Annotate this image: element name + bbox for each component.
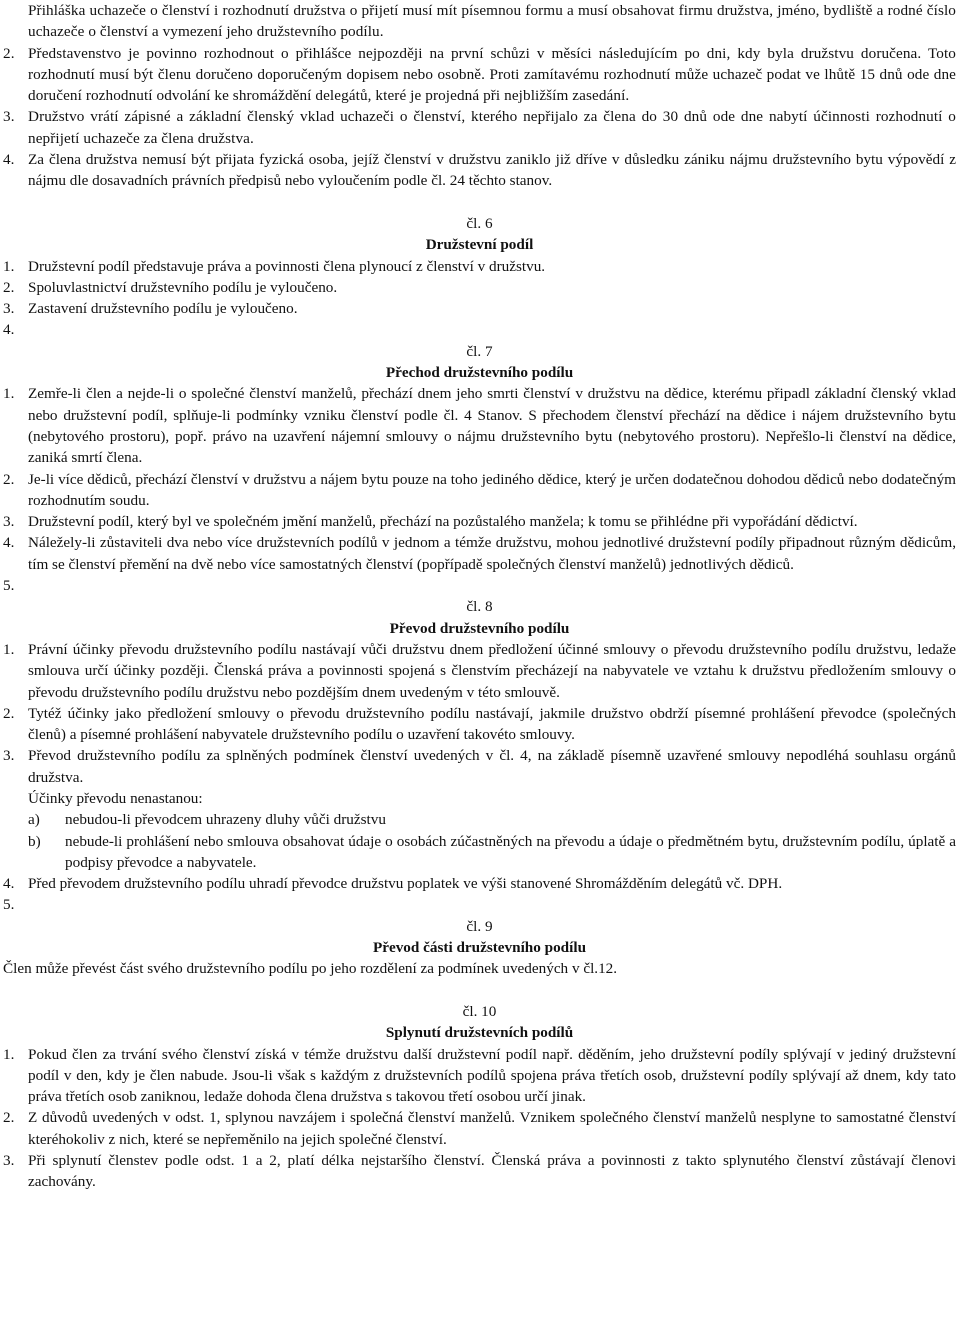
sub-list-item: [3, 831, 956, 874]
article-number: čl. 8: [466, 598, 493, 616]
list-item: [3, 575, 956, 596]
list-item: [3, 1044, 956, 1108]
item-number: 3.: [3, 513, 15, 531]
list-item: [3, 106, 956, 149]
item-text: Právní účinky převodu družstevního podílu nastávají vůči družstvu dnem předložení účinné smlouvy o převodu družstevního podílu družstvu, ledaže smlouva určí účinky později. Členská práva a povinnosti spojená s členstvím přecházejí na nabyvatele ve vztahu k družstvu předložením smlouvy o převodu družstevního podílu družstvu nebo pozdějším dnem uvedeným v této smlouvě.: [28, 640, 956, 701]
item-text: Náležely-li zůstaviteli dva nebo více družstevních podílů v jednom a témže družstvu, mohou jednotlivé družstevní podíly připadnout různým dědicům, tím se členství přemění na dvě nebo více samostatných členství (popřípadě společných členství manželů) jednotlivých dědiců.: [28, 534, 956, 573]
article-title: Splynutí družstevních podílů: [385, 1024, 574, 1042]
item-text: Zastavení družstevního podílu je vyloučeno.: [28, 300, 298, 318]
item-number: 5.: [3, 896, 15, 914]
item-number: 4.: [3, 534, 15, 552]
item-letter: a): [28, 811, 40, 829]
item-text: Z důvodů uvedených v odst. 1, splynou navzájem i společná členství manželů. Vznikem společného členství manželů nesplyne to samostatné členství kteréhokoliv z nich, které se nepřeměnilo na jejich společné členství.: [28, 1109, 956, 1148]
list-item: [3, 511, 956, 532]
list-item: [3, 1150, 956, 1193]
item-text: Při splynutí členstev podle odst. 1 a 2, platí délka nejstaršího členství. Členská práva a povinnosti z takto splynutého členství zůstávají členovi zachovány.: [28, 1152, 956, 1191]
item-number: 4.: [3, 321, 15, 339]
article-number: čl. 6: [466, 214, 493, 232]
item-text: Převod družstevního podílu za splněných podmínek členství uvedených v čl. 4, na základě písemně uzavřené smlouvy nepodléhá souhlasu orgánů družstva.: [28, 747, 956, 786]
article-number: čl. 7: [466, 342, 493, 360]
list-item: [3, 469, 956, 512]
item-text: nebude-li prohlášení nebo smlouva obsahovat údaje o osobách zúčastněných na převodu a údaje o předmětném bytu, družstevním podílu, úplatě a podpisy převodce a nabyvatele.: [65, 832, 956, 871]
effects-intro: Účinky převodu nenastanou:: [28, 789, 203, 807]
item-text: Zemře-li člen a nejde-li o společné členství manželů, přechází dnem jeho smrti členství v družstvu na dědice, kterému připadl základní členský vklad nebo družstevní podíl, splňuje-li podmínky vzniku členství podle čl. 4 Stanov. S přechodem členství přechází na dědice i nájem družstevního bytu (nebytového prostoru), popř. právo na uzavření nájemní smlouvy o nájmu družstevního bytu (nebytového prostoru). Nepřešlo-li členství na dědice, zaniká smrtí člena.: [28, 385, 956, 467]
item-number: 3.: [3, 747, 15, 765]
item-text: [28, 319, 956, 340]
item-text: Představenstvo je povinno rozhodnout o přihlášce nejpozději na první schůzi v měsíci následujícím po dni, kdy byla družstvu doručena. Toto rozhodnutí musí být členu doručeno doporučeným dopisem nebo osobně. Proti zamítavému rozhodnutí může uchazeč podat ve lhůtě 15 dnů ode dne doručení rozhodnutí odvolání ke shromáždění delegátů, které je projedná při nejbližším zasedání.: [28, 44, 956, 105]
item-text: Tytéž účinky jako předložení smlouvy o převodu družstevního podílu nastávají, jakmile družstvo obdrží písemné prohlášení převodce (společných členů) a písemné prohlášení nabyvatele družstevního podílu o uzavření takovéto smlouvy.: [28, 704, 956, 744]
list-item: [3, 873, 956, 894]
list-item: [3, 383, 956, 468]
list-item: [3, 277, 956, 298]
paragraph: Přihláška uchazeče o členství i rozhodnutí družstva o přijetí musí mít písemnou formu a musí obsahovat firmu družstva, jméno, bydliště a rodné číslo uchazeče o členství a vymezení jeho družstevního podílu.: [28, 2, 956, 41]
article-title: Převod družstevního podílu: [389, 619, 570, 637]
article-number: čl. 9: [466, 917, 493, 935]
item-number: 3.: [3, 300, 15, 318]
item-text: Pokud člen za trvání svého členství získá v témže družstvu další družstevní podíl např. děděním, jeho družstevní podíly splývají v jediný družstevní podíl v den, kdy je člen nabude. Jsou-li však s každým z družstevních podílů spojena práva třetích osob, družstevní podíly splývají až dnem, kdy tato práva třetích osob zaniknou, ledaže dohoda člena družstva s takovou třetí osobou určí jinak.: [28, 1045, 956, 1106]
item-letter: b): [28, 832, 41, 850]
item-number: 1.: [3, 257, 15, 275]
article-title: Přechod družstevního podílu: [385, 364, 574, 382]
item-text: Družstevní podíl, který byl ve společném jmění manželů, přechází na pozůstalého manžela; k tomu se přihlédne při vypořádání dědictví.: [28, 513, 858, 531]
list-item: [3, 43, 956, 107]
list-item: [3, 319, 956, 340]
item-text: Spoluvlastnictví družstevního podílu je vyloučeno.: [28, 278, 338, 296]
item-number: 2.: [3, 278, 15, 296]
item-number: 1.: [3, 640, 15, 658]
list-item: [3, 703, 956, 746]
item-text: Družstevní podíl představuje práva a povinnosti člena plynoucí z členství v družstvu.: [28, 257, 546, 275]
item-number: 3.: [3, 1152, 15, 1170]
item-number: 2.: [3, 470, 15, 488]
article-title: Převod části družstevního podílu: [372, 939, 587, 957]
list-item: [3, 298, 956, 319]
item-number: 3.: [3, 108, 15, 126]
item-number: 4.: [3, 875, 15, 893]
item-number: 2.: [3, 44, 15, 62]
article-number: čl. 10: [462, 1002, 497, 1020]
article-title: Družstevní podíl: [425, 236, 534, 254]
item-text: Za člena družstva nemusí být přijata fyzická osoba, jejíž členství v družstvu zaniklo již dříve v důsledku zániku nájmu družstevního bytu výpovědí z nájmu dle dosavadních právních předpisů nebo vyloučením podle čl. 24 těchto stanov.: [28, 151, 956, 190]
list-item: [3, 894, 956, 915]
item-text: [28, 894, 956, 915]
item-number: 5.: [3, 577, 15, 595]
item-number: 2.: [3, 704, 15, 722]
item-text: Je-li více dědiců, přechází členství v družstvu a nájem bytu pouze na toho jediného dědice, který je určen dodatečnou dohodou dědiců nebo dodatečným rozhodnutím soudu.: [28, 470, 956, 509]
paragraph: Člen může převést část svého družstevního podílu po jeho rozdělení za podmínek uvedených v čl.12.: [3, 960, 618, 978]
item-text: Před převodem družstevního podílu uhradí převodce družstvu poplatek ve výši stanovené Shromážděním delegátů vč. DPH.: [28, 875, 783, 893]
item-text: nebudou-li převodcem uhrazeny dluhy vůči družstvu: [65, 811, 386, 829]
item-number: 1.: [3, 385, 15, 403]
list-item: [3, 1107, 956, 1150]
item-number: 4.: [3, 151, 15, 169]
list-item: [3, 639, 956, 703]
list-item: [3, 745, 956, 788]
sub-list-item: [3, 809, 956, 830]
item-number: 1.: [3, 1045, 15, 1063]
list-item: [3, 149, 956, 192]
item-text: [28, 575, 956, 596]
list-item: [3, 256, 956, 277]
item-text: Družstvo vrátí zápisné a základní členský vklad uchazeči o členství, kterého nepřijalo za člena do 30 dnů ode dne nabytí účinnosti rozhodnutí o nepřijetí uchazeče za člena družstva.: [28, 108, 956, 147]
list-item: [3, 532, 956, 575]
item-number: 2.: [3, 1109, 15, 1127]
